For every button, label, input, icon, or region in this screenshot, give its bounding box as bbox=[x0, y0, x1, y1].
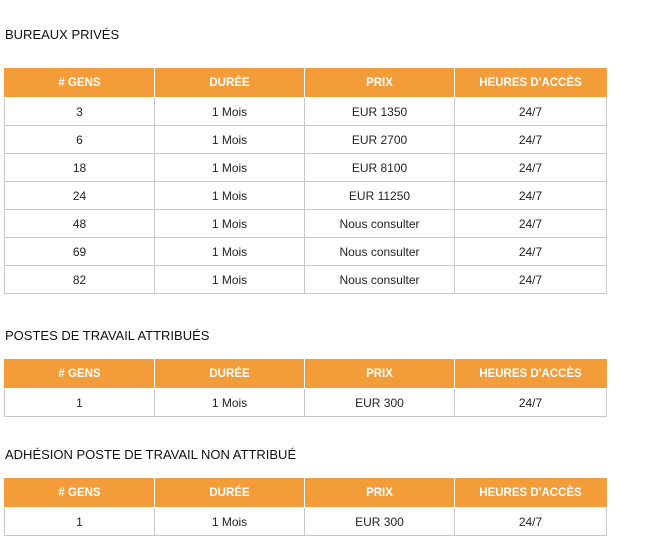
cell-prix: EUR 300 bbox=[305, 508, 455, 536]
table-row bbox=[5, 389, 607, 417]
cell-prix: Nous consulter bbox=[305, 266, 455, 294]
pricing-table-bureaux-prives bbox=[4, 68, 607, 294]
cell-duree: 1 Mois bbox=[155, 182, 305, 210]
cell-duree: 1 Mois bbox=[155, 389, 305, 417]
cell-gens: 3 bbox=[5, 98, 155, 126]
cell-gens: 48 bbox=[5, 210, 155, 238]
cell-heures-acces: 24/7 bbox=[455, 210, 607, 238]
column-header-gens: # GENS bbox=[5, 360, 155, 389]
cell-heures-acces: 24/7 bbox=[455, 238, 607, 266]
column-header-duree: DURÉE bbox=[155, 360, 305, 389]
cell-prix: EUR 11250 bbox=[305, 182, 455, 210]
cell-duree: 1 Mois bbox=[155, 266, 305, 294]
cell-heures-acces: 24/7 bbox=[455, 98, 607, 126]
cell-prix: Nous consulter bbox=[305, 238, 455, 266]
cell-heures-acces: 24/7 bbox=[455, 154, 607, 182]
cell-heures-acces: 24/7 bbox=[455, 508, 607, 536]
cell-prix: EUR 2700 bbox=[305, 126, 455, 154]
table-row bbox=[5, 266, 607, 294]
column-header-prix: PRIX bbox=[305, 360, 455, 389]
cell-prix: Nous consulter bbox=[305, 210, 455, 238]
pricing-table-adhesion-non-attribue bbox=[4, 478, 607, 536]
table-row bbox=[5, 182, 607, 210]
cell-duree: 1 Mois bbox=[155, 210, 305, 238]
cell-gens: 24 bbox=[5, 182, 155, 210]
table-row bbox=[5, 154, 607, 182]
cell-duree: 1 Mois bbox=[155, 126, 305, 154]
cell-duree: 1 Mois bbox=[155, 238, 305, 266]
cell-heures-acces: 24/7 bbox=[455, 389, 607, 417]
table-row bbox=[5, 238, 607, 266]
column-header-heures-acces: HEURES D'ACCÈS bbox=[455, 479, 607, 508]
section-title-adhesion-non-attribue: ADHÉSION POSTE DE TRAVAIL NON ATTRIBUÉ bbox=[5, 447, 297, 462]
column-header-prix: PRIX bbox=[305, 479, 455, 508]
cell-gens: 6 bbox=[5, 126, 155, 154]
column-header-duree: DURÉE bbox=[155, 69, 305, 98]
cell-prix: EUR 1350 bbox=[305, 98, 455, 126]
table-row bbox=[5, 508, 607, 536]
section-title-bureaux-prives: BUREAUX PRIVÉS bbox=[5, 27, 120, 42]
column-header-heures-acces: HEURES D'ACCÈS bbox=[455, 69, 607, 98]
section-title-postes-attribues: POSTES DE TRAVAIL ATTRIBUÉS bbox=[5, 328, 210, 343]
cell-duree: 1 Mois bbox=[155, 154, 305, 182]
cell-prix: EUR 300 bbox=[305, 389, 455, 417]
cell-prix: EUR 8100 bbox=[305, 154, 455, 182]
column-header-gens: # GENS bbox=[5, 479, 155, 508]
column-header-gens: # GENS bbox=[5, 69, 155, 98]
cell-gens: 82 bbox=[5, 266, 155, 294]
cell-heures-acces: 24/7 bbox=[455, 182, 607, 210]
cell-gens: 1 bbox=[5, 508, 155, 536]
cell-duree: 1 Mois bbox=[155, 508, 305, 536]
cell-gens: 1 bbox=[5, 389, 155, 417]
table-row bbox=[5, 126, 607, 154]
table-row bbox=[5, 210, 607, 238]
cell-heures-acces: 24/7 bbox=[455, 266, 607, 294]
table-row bbox=[5, 98, 607, 126]
table-header-row bbox=[5, 69, 607, 98]
column-header-prix: PRIX bbox=[305, 69, 455, 98]
cell-duree: 1 Mois bbox=[155, 98, 305, 126]
cell-gens: 18 bbox=[5, 154, 155, 182]
table-header-row bbox=[5, 479, 607, 508]
cell-heures-acces: 24/7 bbox=[455, 126, 607, 154]
column-header-heures-acces: HEURES D'ACCÈS bbox=[455, 360, 607, 389]
column-header-duree: DURÉE bbox=[155, 479, 305, 508]
pricing-table-postes-attribues bbox=[4, 359, 607, 417]
cell-gens: 69 bbox=[5, 238, 155, 266]
table-header-row bbox=[5, 360, 607, 389]
